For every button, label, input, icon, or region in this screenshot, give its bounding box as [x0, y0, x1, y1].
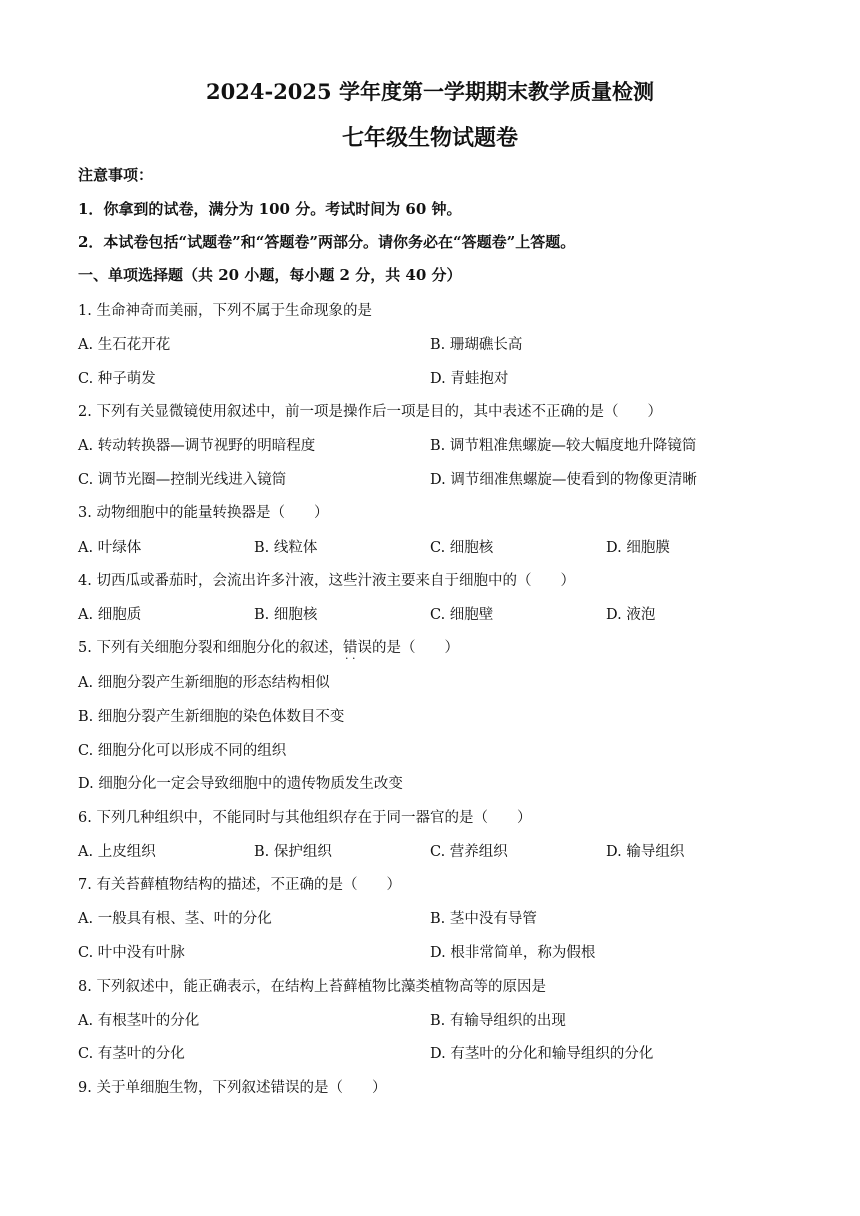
question-8-option-c: C. 有茎叶的分化: [78, 1046, 185, 1062]
question-7-option-a: A. 一般具有根、茎、叶的分化: [78, 911, 272, 927]
question-1-stem: 1. 生命神奇而美丽，下列不属于生命现象的是: [78, 303, 372, 319]
exam-title: 2024-2025 学年度第一学期期末教学质量检测: [206, 79, 654, 104]
question-4-option-b: B. 细胞核: [254, 607, 318, 623]
question-1-option-d: D. 青蛙抱对: [430, 371, 509, 387]
question-3-option-b: B. 线粒体: [254, 540, 318, 556]
question-8-option-b: B. 有输导组织的出现: [430, 1013, 566, 1029]
question-4-option-a: A. 细胞质: [78, 607, 142, 623]
question-9-stem: 9. 关于单细胞生物，下列叙述错误的是（ ）: [78, 1080, 387, 1096]
question-2-option-c: C. 调节光圈—控制光线进入镜筒: [78, 472, 287, 488]
question-3-option-c: C. 细胞核: [430, 540, 494, 556]
question-3-option-d: D. 细胞膜: [606, 540, 670, 556]
notes-item-2: 2．本试卷包括“试题卷”和“答题卷”两部分。请你务必在“答题卷”上答题。: [78, 233, 576, 251]
question-5-emphasis: 错误 · ·: [343, 640, 372, 656]
question-8-option-a: A. 有根茎叶的分化: [78, 1013, 200, 1029]
question-3-stem: 3. 动物细胞中的能量转换器是（ ）: [78, 505, 329, 521]
question-4-option-c: C. 细胞壁: [430, 607, 494, 623]
notes-item-1: 1．你拿到的试卷，满分为 100 分。考试时间为 60 钟。: [78, 200, 462, 218]
question-8-option-d: D. 有茎叶的分化和输导组织的分化: [430, 1046, 654, 1062]
question-1-option-b: B. 珊瑚礁长高: [430, 337, 523, 353]
question-4-stem: 4. 切西瓜或番茄时，会流出许多汁液，这些汁液主要来自于细胞中的（ ）: [78, 573, 575, 589]
question-6-stem: 6. 下列几种组织中，不能同时与其他组织存在于同一器官的是（ ）: [78, 810, 532, 826]
question-7-option-c: C. 叶中没有叶脉: [78, 945, 185, 961]
notes-heading: 注意事项：: [78, 166, 154, 184]
question-5-stem-post: 的是（ ）: [371, 640, 459, 656]
question-1-option-c: C. 种子萌发: [78, 371, 156, 387]
question-2-option-b: B. 调节粗准焦螺旋—较大幅度地升降镜筒: [430, 438, 697, 454]
question-6-option-c: C. 营养组织: [430, 844, 508, 860]
question-7-option-b: B. 茎中没有导管: [430, 911, 537, 927]
question-5-option-a: A. 细胞分裂产生新细胞的形态结构相似: [78, 675, 330, 691]
question-5-stem: [78, 636, 459, 657]
question-2-option-d: D. 调节细准焦螺旋—使看到的物像更清晰: [430, 472, 697, 488]
question-2-option-a: A. 转动转换器—调节视野的明暗程度: [78, 438, 316, 454]
question-8-stem: 8. 下列叙述中，能正确表示，在结构上苔藓植物比藻类植物高等的原因是: [78, 979, 546, 995]
question-6-option-a: A. 上皮组织: [78, 844, 156, 860]
question-7-stem: 7. 有关苔藓植物结构的描述，不正确的是（ ）: [78, 877, 401, 893]
question-3-option-a: A. 叶绿体: [78, 540, 142, 556]
exam-subtitle: 七年级生物试题卷: [341, 125, 518, 151]
question-5-option-d: D. 细胞分化一定会导致细胞中的遗传物质发生改变: [78, 776, 403, 792]
question-2-stem: 2. 下列有关显微镜使用叙述中，前一项是操作后一项是目的，其中表述不正确的是（ ）: [78, 404, 662, 420]
question-5-stem-pre: 5. 下列有关细胞分裂和细胞分化的叙述，: [78, 640, 343, 656]
question-6-option-d: D. 输导组织: [606, 844, 685, 860]
question-6-option-b: B. 保护组织: [254, 844, 332, 860]
question-7-option-d: D. 根非常简单，称为假根: [430, 945, 596, 961]
question-4-option-d: D. 液泡: [606, 607, 656, 623]
question-5-option-b: B. 细胞分裂产生新细胞的染色体数目不变: [78, 709, 345, 725]
question-1-option-a: A. 生石花开花: [78, 337, 171, 353]
section-heading: 一、单项选择题（共 20 小题，每小题 2 分，共 40 分）: [78, 266, 462, 284]
question-5-option-c: C. 细胞分化可以形成不同的组织: [78, 743, 287, 759]
